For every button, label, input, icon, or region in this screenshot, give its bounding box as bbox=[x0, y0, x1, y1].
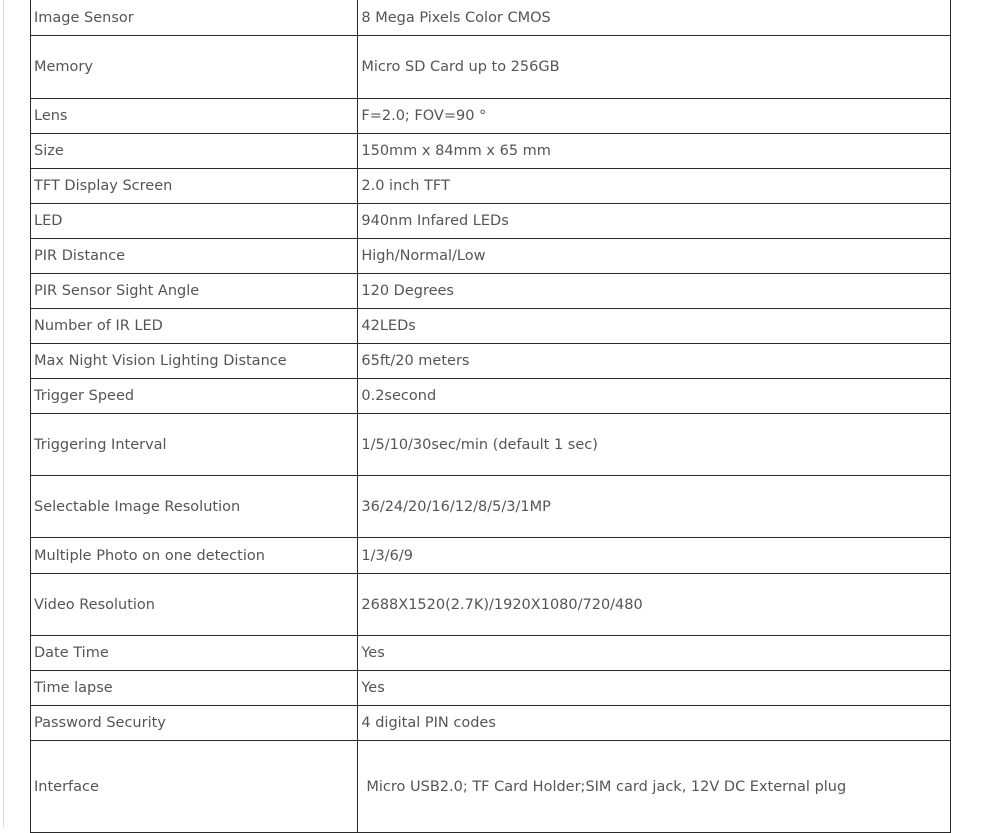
table-row bbox=[31, 538, 951, 574]
spec-value: 8 Mega Pixels Color CMOS bbox=[358, 0, 951, 36]
table-row bbox=[31, 414, 951, 476]
table-row bbox=[31, 636, 951, 671]
table-row bbox=[31, 574, 951, 636]
spec-label: Size bbox=[31, 134, 358, 169]
table-row bbox=[31, 134, 951, 169]
spec-value: Micro USB2.0; TF Card Holder;SIM card jack, 12V DC External plug bbox=[358, 741, 951, 833]
spec-label: Memory bbox=[31, 36, 358, 99]
spec-label: LED bbox=[31, 204, 358, 239]
table-row bbox=[31, 239, 951, 274]
spec-value: 120 Degrees bbox=[358, 274, 951, 309]
spec-label: Trigger Speed bbox=[31, 379, 358, 414]
spec-label: Time lapse bbox=[31, 671, 358, 706]
spec-value: 4 digital PIN codes bbox=[358, 706, 951, 741]
table-row bbox=[31, 706, 951, 741]
spec-label: Video Resolution bbox=[31, 574, 358, 636]
spec-label: Lens bbox=[31, 99, 358, 134]
spec-value: Micro SD Card up to 256GB bbox=[358, 36, 951, 99]
table-row bbox=[31, 476, 951, 538]
spec-value: F=2.0; FOV=90 ° bbox=[358, 99, 951, 134]
specifications-table bbox=[30, 0, 951, 833]
table-row bbox=[31, 344, 951, 379]
spec-label: Max Night Vision Lighting Distance bbox=[31, 344, 358, 379]
table-row bbox=[31, 274, 951, 309]
spec-value: 1/5/10/30sec/min (default 1 sec) bbox=[358, 414, 951, 476]
spec-value: 940nm Infared LEDs bbox=[358, 204, 951, 239]
spec-value: 1/3/6/9 bbox=[358, 538, 951, 574]
spec-label: PIR Distance bbox=[31, 239, 358, 274]
spec-value: High/Normal/Low bbox=[358, 239, 951, 274]
table-row bbox=[31, 309, 951, 344]
spec-value: 2.0 inch TFT bbox=[358, 169, 951, 204]
spec-label: TFT Display Screen bbox=[31, 169, 358, 204]
spec-label: Password Security bbox=[31, 706, 358, 741]
spec-label: Multiple Photo on one detection bbox=[31, 538, 358, 574]
spec-value: 36/24/20/16/12/8/5/3/1MP bbox=[358, 476, 951, 538]
spec-label: Selectable Image Resolution bbox=[31, 476, 358, 538]
table-row bbox=[31, 99, 951, 134]
spec-label: PIR Sensor Sight Angle bbox=[31, 274, 358, 309]
spec-value: Yes bbox=[358, 636, 951, 671]
table-row bbox=[31, 0, 951, 36]
spec-label: Image Sensor bbox=[31, 0, 358, 36]
table-row bbox=[31, 741, 951, 833]
page-left-border bbox=[3, 0, 4, 827]
table-row bbox=[31, 36, 951, 99]
spec-value: 2688X1520(2.7K)/1920X1080/720/480 bbox=[358, 574, 951, 636]
spec-label: Date Time bbox=[31, 636, 358, 671]
spec-value: 42LEDs bbox=[358, 309, 951, 344]
spec-label: Number of IR LED bbox=[31, 309, 358, 344]
spec-value: 65ft/20 meters bbox=[358, 344, 951, 379]
table-row bbox=[31, 204, 951, 239]
table-row bbox=[31, 379, 951, 414]
spec-value: 0.2second bbox=[358, 379, 951, 414]
spec-label: Interface bbox=[31, 741, 358, 833]
table-row bbox=[31, 169, 951, 204]
spec-value: Yes bbox=[358, 671, 951, 706]
spec-value: 150mm x 84mm x 65 mm bbox=[358, 134, 951, 169]
spec-label: Triggering Interval bbox=[31, 414, 358, 476]
table-row bbox=[31, 671, 951, 706]
